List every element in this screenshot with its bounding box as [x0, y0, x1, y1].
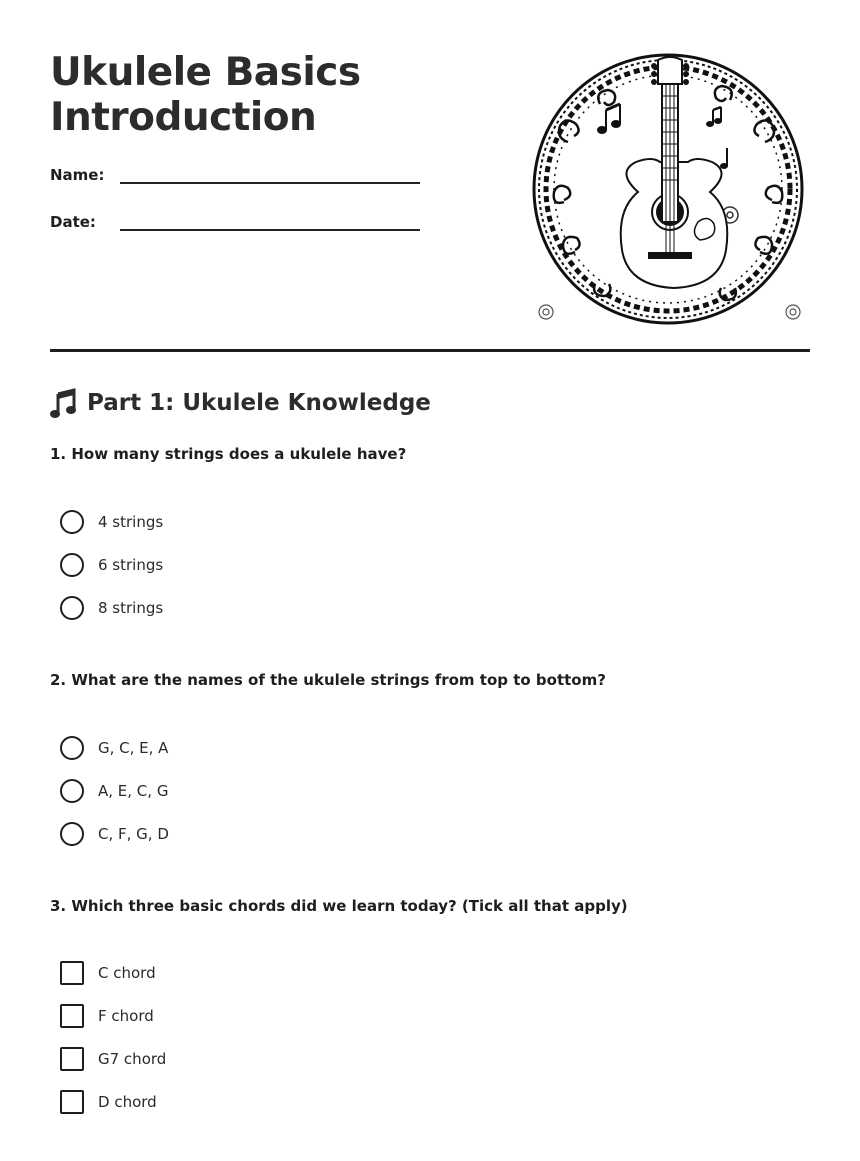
q2-option-1[interactable]	[60, 736, 168, 760]
option-label: 6 strings	[98, 556, 164, 574]
q3-option-4[interactable]	[60, 1090, 157, 1114]
title-line-1: Ukulele Basics	[50, 50, 361, 95]
q2-option-3[interactable]	[60, 822, 169, 846]
question-1: 1. How many strings does a ukulele have?	[50, 445, 407, 463]
header-divider	[50, 349, 810, 352]
checkbox[interactable]	[60, 961, 84, 985]
option-label: 8 strings	[98, 599, 164, 617]
radio-button[interactable]	[60, 553, 84, 577]
radio-button[interactable]	[60, 736, 84, 760]
radio-button[interactable]	[60, 822, 84, 846]
option-label: A, E, C, G	[98, 782, 169, 800]
option-label: G, C, E, A	[98, 739, 169, 757]
checkbox[interactable]	[60, 1090, 84, 1114]
q3-option-2[interactable]	[60, 1004, 154, 1028]
question-3: 3. Which three basic chords did we learn today? (Tick all that apply)	[50, 897, 628, 915]
section-title-text: Part 1: Ukulele Knowledge	[87, 390, 431, 416]
q1-option-2[interactable]	[60, 553, 163, 577]
checkbox[interactable]	[60, 1047, 84, 1071]
radio-button[interactable]	[60, 510, 84, 534]
name-line[interactable]	[120, 164, 420, 184]
option-label: 4 strings	[98, 513, 164, 531]
date-field	[50, 211, 420, 231]
question-2: 2. What are the names of the ukulele strings from top to bottom?	[50, 671, 606, 689]
q3-option-3[interactable]	[60, 1047, 166, 1071]
ukulele-emblem-illustration	[530, 52, 810, 327]
name-label: Name:	[50, 166, 105, 184]
name-field	[50, 164, 420, 184]
option-label: G7 chord	[98, 1050, 167, 1068]
date-line[interactable]	[120, 211, 420, 231]
radio-button[interactable]	[60, 779, 84, 803]
option-label: C chord	[98, 964, 156, 982]
radio-button[interactable]	[60, 596, 84, 620]
q3-option-1[interactable]	[60, 961, 156, 985]
date-label: Date:	[50, 213, 96, 231]
checkbox[interactable]	[60, 1004, 84, 1028]
option-label: C, F, G, D	[98, 825, 169, 843]
option-label: D chord	[98, 1093, 157, 1111]
q2-option-2[interactable]	[60, 779, 168, 803]
q1-option-1[interactable]	[60, 510, 163, 534]
title-line-2: Introduction	[50, 95, 317, 140]
option-label: F chord	[98, 1007, 154, 1025]
section-heading	[50, 388, 431, 418]
music-note-icon	[50, 388, 78, 418]
q1-option-3[interactable]	[60, 596, 163, 620]
